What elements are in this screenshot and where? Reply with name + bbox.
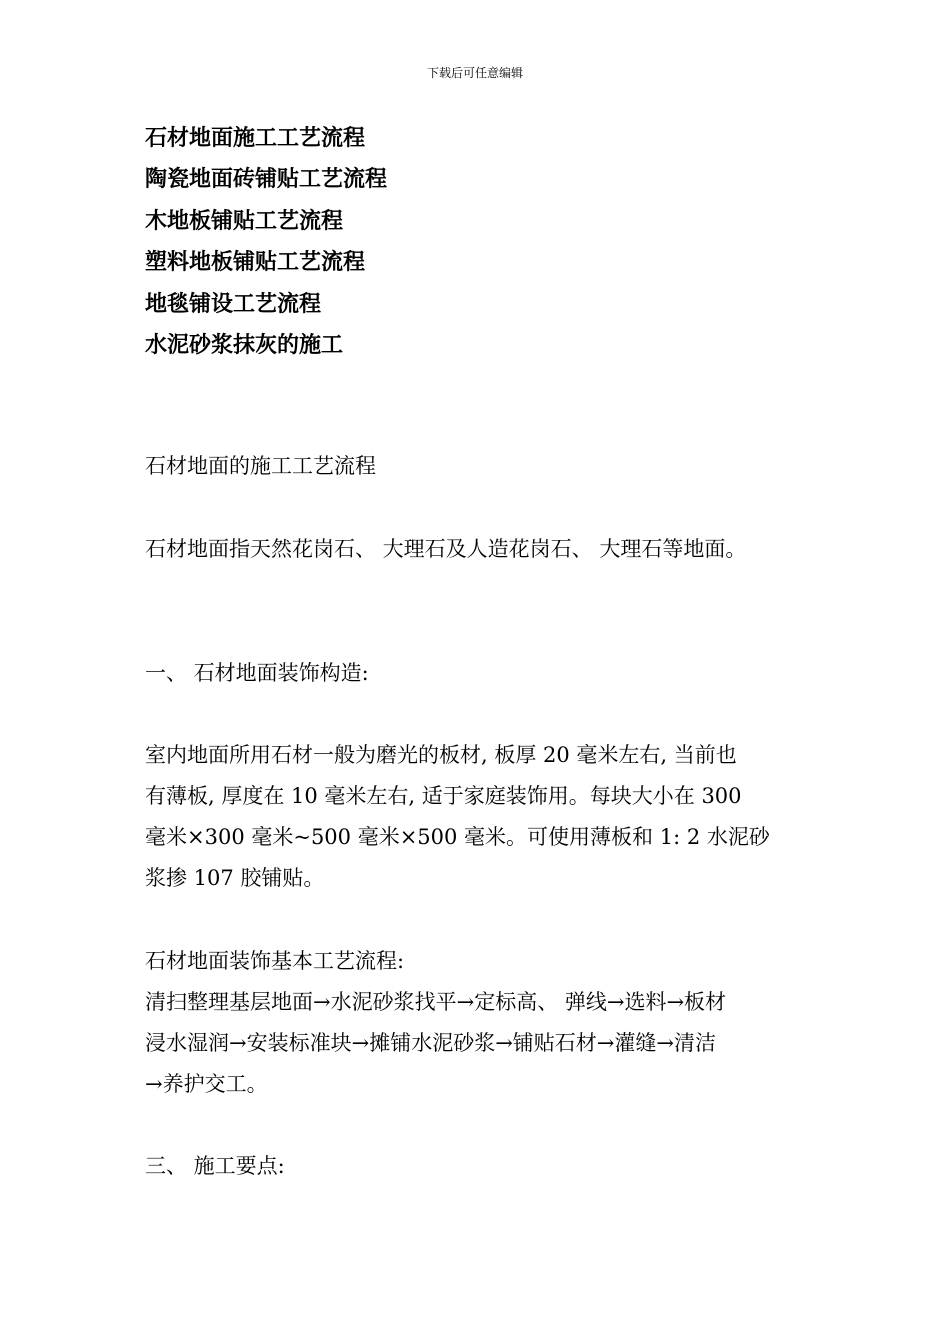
toc-item: 木地板铺贴工艺流程: [145, 208, 344, 234]
intro-paragraph: 石材地面指天然花岗石、 大理石及人造花岗石、 大理石等地面。: [145, 537, 747, 561]
paragraph-line: 浆掺 107 胶铺贴。: [145, 866, 325, 890]
paragraph-line: 毫米×300 毫米~500 毫米×500 毫米。可使用薄板和 1: 2 水泥砂: [145, 825, 770, 849]
process-line: 清扫整理基层地面→水泥砂浆找平→定标高、 弹线→选料→板材: [145, 990, 727, 1014]
paragraph-line: 室内地面所用石材一般为磨光的板材, 板厚 20 毫米左右, 当前也: [145, 743, 737, 767]
heading-key-points: 三、 施工要点:: [145, 1154, 285, 1178]
toc-item: 塑料地板铺贴工艺流程: [145, 250, 366, 276]
section-title: 石材地面的施工工艺流程: [145, 454, 376, 478]
toc-item: 陶瓷地面砖铺贴工艺流程: [145, 167, 388, 193]
process-line: 浸水湿润→安装标准块→摊铺水泥砂浆→铺贴石材→灌缝→清洁: [145, 1031, 716, 1055]
table-of-contents: [145, 118, 845, 366]
toc-item: 石材地面施工工艺流程: [145, 126, 366, 151]
toc-item: 地毯铺设工艺流程: [145, 291, 322, 317]
process-line: →养护交工。: [145, 1072, 268, 1096]
toc-item: 水泥砂浆抹灰的施工: [145, 333, 344, 359]
heading-construction: 一、 石材地面装饰构造:: [145, 661, 369, 685]
paragraph-line: 有薄板, 厚度在 10 毫米左右, 适于家庭装饰用。每块大小在 300: [145, 784, 742, 808]
process-title: 石材地面装饰基本工艺流程:: [145, 949, 405, 973]
page-header-note: 下载后可任意编辑: [426, 66, 523, 80]
